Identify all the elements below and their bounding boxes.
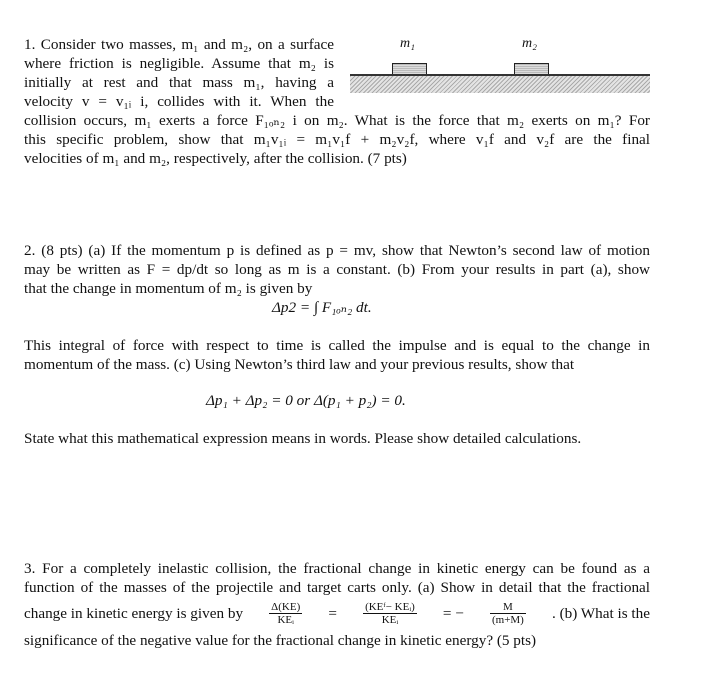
q2-line-3: that the change in momentum of m₂ is given by (24, 280, 313, 297)
fraction-mass-ratio-num: M (490, 601, 526, 614)
q3-line-1: 3. For a completely inelastic collision, the fractional change in kinetic energy can be found as a (24, 560, 650, 577)
frictionless-surface (350, 74, 650, 93)
fraction-delta-ke-den: KEᵢ (277, 613, 294, 626)
fraction-delta-ke-num: Δ(KE) (271, 600, 301, 613)
q3-line-3-pre: change in kinetic energy is given by (24, 604, 244, 622)
q2-para3: State what this mathematical expression means in words. Please show detailed calculations. (24, 430, 582, 447)
q2-line-2: may be written as F = dp/dt so long as m is a constant. (b) From your results in part (a), show (24, 261, 650, 278)
q3-line-3-post: . (b) What is the (551, 604, 650, 622)
q2-para2-line-2: momentum of the mass. (c) Using Newton’s third law and your previous results, show that (24, 356, 575, 373)
q1-line-7: velocities of m₁ and m₂, respectively, after the collision. (7 pts) (24, 150, 407, 167)
fraction-delta-ke (269, 601, 302, 626)
fraction-ke-diff-den: KEᵢ (381, 613, 399, 626)
equals-sign-2: = − (442, 604, 464, 622)
q2-para2-line-1: This integral of force with respect to time is called the impulse and is equal to the change in (24, 337, 650, 354)
q1-line-4: velocity v = v₁ᵢ i, collides with it. When the (24, 93, 334, 110)
fraction-ke-diff-num: (KEᶠ− KEᵢ) (365, 600, 415, 613)
fraction-mass-ratio-den: (m+M) (491, 613, 524, 626)
q1-line-6: this specific problem, show that m₁v₁ᵢ = m₁v₁f + m₂v₂f, where v₁f and v₂f are the final (24, 131, 650, 148)
q3-line-4: significance of the negative value for the fractional change in kinetic energy? (5 pts) (24, 632, 537, 649)
q3-line-2: function of the masses of the projectile and target carts only. (a) Show in detail that the fractional (24, 579, 650, 596)
collision-figure (350, 34, 650, 114)
equals-sign-1: = (328, 604, 337, 622)
q3-line-3 (24, 597, 650, 629)
fraction-ke-diff (363, 601, 417, 626)
q1-line-1: 1. Consider two masses, m₁ and m₂, on a surface (24, 36, 334, 53)
mass-label-m1: m₁ (400, 36, 415, 51)
q1-line-5: collision occurs, m₁ exerts a force F₁ₒₙ₂ i on m₂. What is the force that m₂ exerts on m₁? For (24, 112, 650, 129)
impulse-equation: Δp2 = ∫ F₁ₒₙ₂ dt. (272, 299, 372, 316)
q1-line-2: where friction is negligible. Assume that m₂ is (24, 55, 334, 72)
q1-line-3: initially at rest and that mass m₁, having a (24, 74, 334, 91)
mass-label-m2: m₂ (522, 36, 537, 51)
momentum-conservation-equation: Δp₁ + Δp₂ = 0 or Δ(p₁ + p₂) = 0. (206, 392, 406, 409)
fraction-mass-ratio (490, 601, 526, 626)
q2-line-1: 2. (8 pts) (a) If the momentum p is defined as p = mv, show that Newton’s second law of motion (24, 242, 650, 259)
